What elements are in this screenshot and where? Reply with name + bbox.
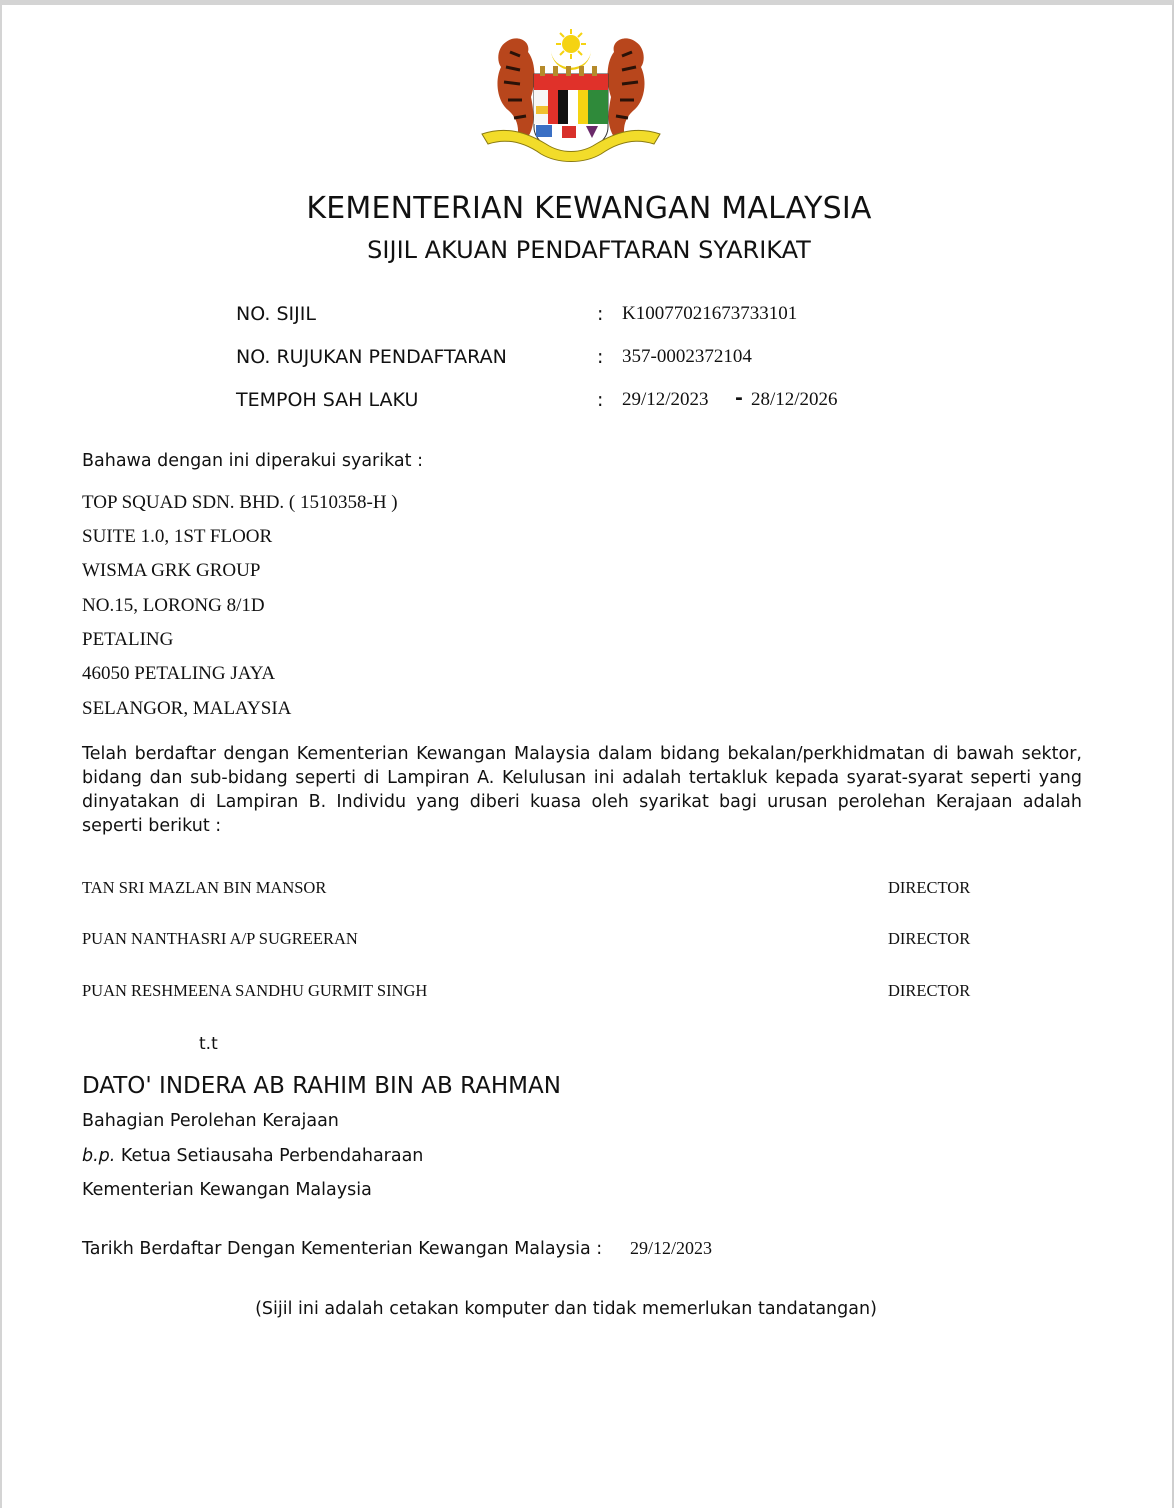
director-role: DIRECTOR — [888, 878, 971, 897]
registration-statement: Telah berdaftar dengan Kementerian Kewangan Malaysia dalam bidang bekalan/perkhidmatan di bawah sektor, bidang dan sub-bidang seperti di Lampiran A. Kelulusan ini adalah tertakluk kepada syarat-syarat seperti yang dinyatakan di Lampiran B. Individu yang diberi kuasa oleh syarikat bagi urusan perolehan Kerajaan adalah seperti berikut : — [82, 744, 1082, 836]
registration-date-label: Tarikh Berdaftar Dengan Kementerian Kewangan Malaysia : — [82, 1239, 603, 1259]
on-behalf-title: Ketua Setiausaha Perbendaharaan — [120, 1146, 424, 1166]
validity-separator: - — [735, 387, 743, 409]
validity-colon: : — [597, 389, 604, 411]
signer-ministry: Kementerian Kewangan Malaysia — [82, 1180, 372, 1200]
address-line: SELANGOR, MALAYSIA — [82, 698, 292, 719]
director-role: DIRECTOR — [888, 981, 971, 1000]
cert-no-colon: : — [597, 303, 604, 325]
address-line: 46050 PETALING JAYA — [82, 663, 276, 684]
ref-no-label: NO. RUJUKAN PENDAFTARAN — [236, 346, 507, 368]
registration-date-value: 29/12/2023 — [630, 1238, 713, 1258]
director-name: PUAN RESHMEENA SANDHU GURMIT SINGH — [82, 981, 428, 1000]
ref-no-colon: : — [597, 346, 604, 368]
director-name: TAN SRI MAZLAN BIN MANSOR — [82, 878, 327, 897]
company-name: TOP SQUAD SDN. BHD. ( 1510358-H ) — [82, 492, 398, 513]
certificate-title: SIJIL AKUAN PENDAFTARAN SYARIKAT — [367, 236, 811, 264]
validity-from: 29/12/2023 — [622, 389, 709, 410]
intro-text: Bahawa dengan ini diperakui syarikat : — [82, 451, 423, 471]
signer-name: DATO' INDERA AB RAHIM BIN AB RAHMAN — [82, 1073, 561, 1099]
signer-on-behalf — [82, 1146, 423, 1166]
address-line: NO.15, LORONG 8/1D — [82, 595, 265, 616]
validity-to: 28/12/2026 — [751, 389, 838, 410]
cert-no-label: NO. SIJIL — [236, 303, 316, 325]
ref-no-value: 357-0002372104 — [622, 346, 752, 367]
address-line: PETALING — [82, 629, 174, 650]
director-name: PUAN NANTHASRI A/P SUGREERAN — [82, 929, 358, 948]
director-role: DIRECTOR — [888, 929, 971, 948]
validity-label: TEMPOH SAH LAKU — [236, 389, 419, 411]
ministry-title: KEMENTERIAN KEWANGAN MALAYSIA — [306, 191, 872, 226]
computer-generated-note: (Sijil ini adalah cetakan komputer dan tidak memerlukan tandatangan) — [255, 1299, 877, 1319]
address-line: WISMA GRK GROUP — [82, 560, 261, 581]
bp-prefix: b.p. — [82, 1146, 116, 1166]
signer-division: Bahagian Perolehan Kerajaan — [82, 1111, 339, 1131]
address-line: SUITE 1.0, 1ST FLOOR — [82, 526, 273, 547]
malaysia-coat-of-arms-icon — [476, 22, 666, 172]
cert-no-value: K10077021673733101 — [622, 303, 798, 324]
signed-mark: t.t — [199, 1034, 218, 1054]
